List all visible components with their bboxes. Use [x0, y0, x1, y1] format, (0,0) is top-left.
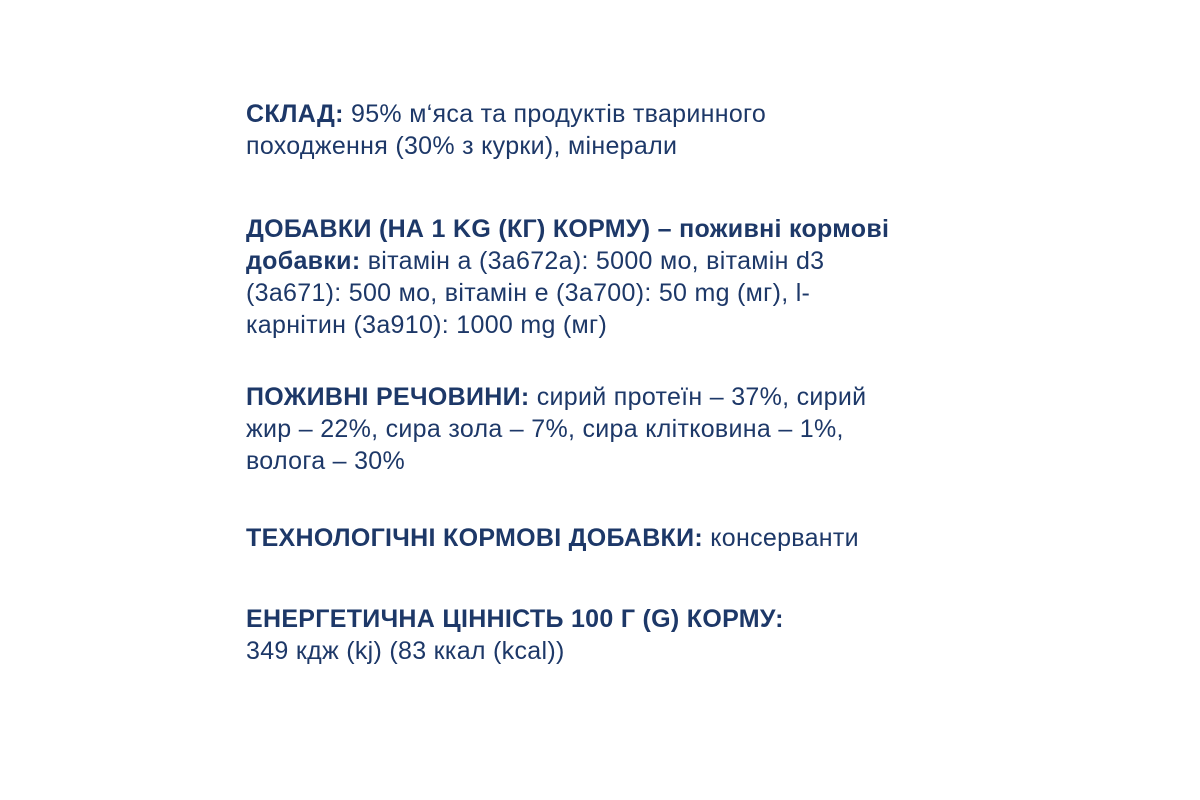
section-additives-line — [246, 213, 986, 245]
section-additives-line — [246, 245, 986, 277]
nutrition-label — [246, 98, 986, 667]
section-body-text: консерванти — [703, 524, 859, 552]
section-heading-text: добавки: — [246, 247, 361, 275]
section-heading-text: СКЛАД: — [246, 100, 344, 128]
section-body-text: карнітин (3а910): 1000 mg (мг) — [246, 311, 608, 339]
section-nutrients-line — [246, 445, 986, 477]
section-energy-value — [246, 603, 986, 667]
section-composition-line — [246, 130, 986, 162]
section-composition-line — [246, 98, 986, 130]
section-heading-text: ЕНЕРГЕТИЧНА ЦІННІСТЬ 100 Г (G) КОРМУ: — [246, 605, 784, 633]
section-additives-line — [246, 277, 986, 309]
section-energy-value-line — [246, 635, 986, 667]
section-body-text: походження (30% з курки), мінерали — [246, 132, 678, 160]
section-heading-text: ПОЖИВНІ РЕЧОВИНИ: — [246, 383, 530, 411]
section-body-text: жир – 22%, сира зола – 7%, сира клітковина – 1%, — [246, 415, 844, 443]
section-body-text: вітамін а (3а672а): 5000 мо, вітамін d3 — [360, 247, 825, 275]
section-nutrients-line — [246, 413, 986, 445]
section-composition — [246, 98, 986, 162]
section-body-text: 349 кдж (kj) (83 ккал (kcal)) — [246, 637, 565, 665]
section-nutrients — [246, 381, 986, 477]
section-body-text: 95% м‘яса та продуктів тваринного — [343, 100, 767, 128]
section-body-text: сирий протеїн – 37%, сирий — [529, 383, 867, 411]
section-technological-additives-line — [246, 522, 986, 554]
section-additives-line — [246, 309, 986, 341]
section-heading-text: ТЕХНОЛОГІЧНІ КОРМОВІ ДОБАВКИ: — [246, 524, 704, 552]
section-heading-text: ДОБАВКИ (НА 1 KG (КГ) КОРМУ) – поживні кормові — [246, 215, 890, 243]
section-additives — [246, 213, 986, 341]
section-energy-value-line — [246, 603, 986, 635]
section-body-text: волога – 30% — [246, 447, 406, 475]
section-technological-additives — [246, 522, 986, 554]
section-nutrients-line — [246, 381, 986, 413]
section-body-text: (3а671): 500 мо, вітамін е (3а700): 50 mg (мг), l- — [246, 279, 811, 307]
